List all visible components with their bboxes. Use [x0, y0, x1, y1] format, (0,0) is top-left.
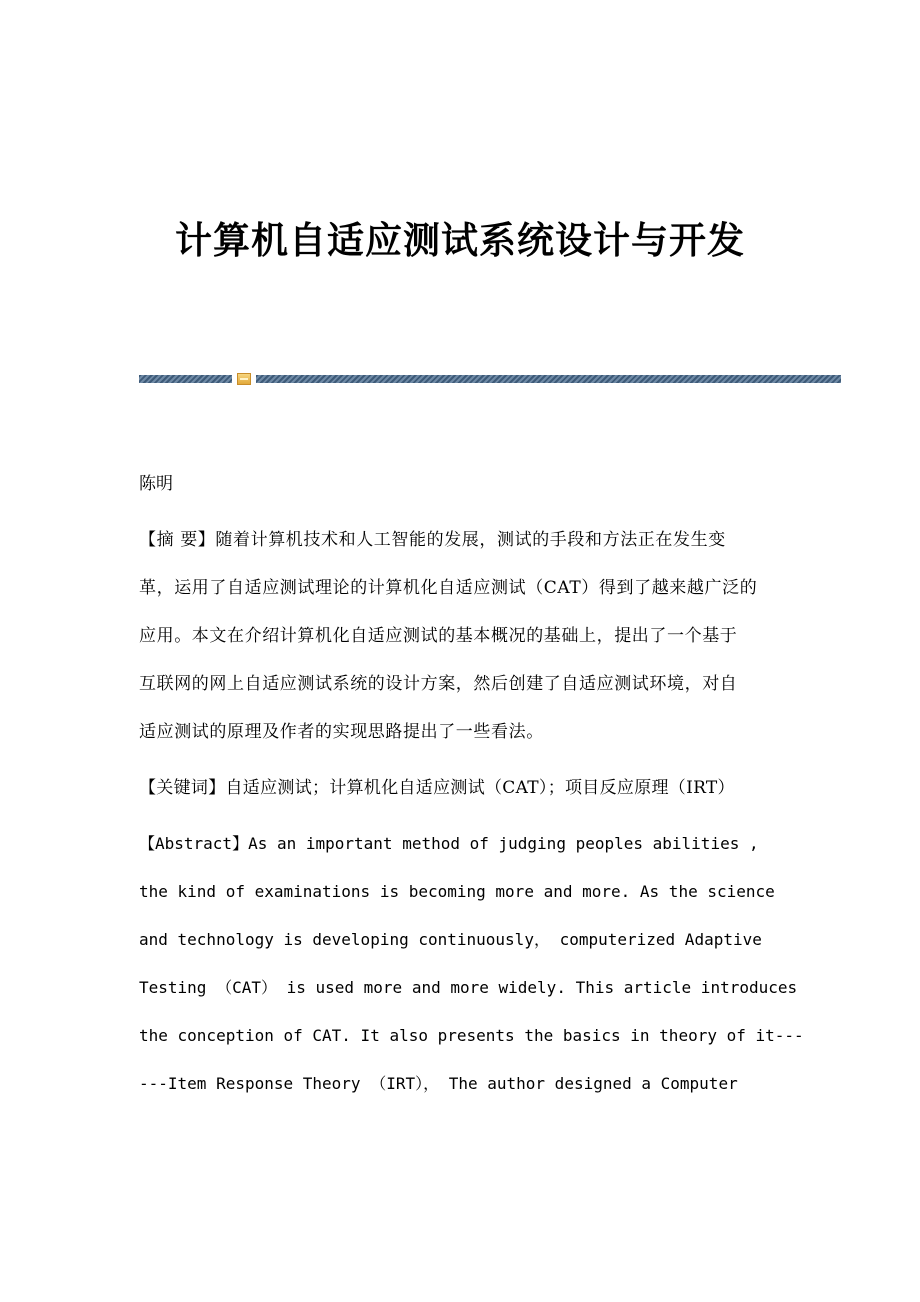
english-abstract	[139, 820, 804, 1108]
divider-bar-left	[139, 375, 232, 383]
abstract-cn-line: 应用。本文在介绍计算机化自适应测试的基本概况的基础上，提出了一个基于	[139, 626, 738, 646]
divider-ornament-icon	[237, 373, 251, 385]
abstract-cn-line: 【摘 要】随着计算机技术和人工智能的发展，测试的手段和方法正在发生变	[139, 530, 726, 550]
chinese-abstract	[139, 516, 789, 756]
title-divider	[139, 373, 841, 385]
keywords: 【关键词】自适应测试；计算机化自适应测试（CAT）；项目反应原理（IRT）	[139, 778, 735, 798]
abstract-en-line: Testing （CAT） is used more and more widely. This article introduces	[139, 978, 798, 997]
abstract-en-line: the conception of CAT. It also presents the basics in theory of it---	[139, 1026, 804, 1045]
document-title: 计算机自适应测试系统设计与开发	[175, 218, 745, 262]
divider-bar-right	[256, 375, 841, 383]
abstract-cn-line: 互联网的网上自适应测试系统的设计方案，然后创建了自适应测试环境，对自	[139, 674, 738, 694]
abstract-en-line: the kind of examinations is becoming more and more. As the science	[139, 882, 775, 901]
abstract-cn-line: 革，运用了自适应测试理论的计算机化自适应测试（CAT）得到了越来越广泛的	[139, 578, 758, 598]
author-name: 陈明	[139, 474, 173, 494]
abstract-en-line: 【Abstract】As an important method of judging peoples abilities ,	[139, 834, 759, 853]
abstract-en-line: and technology is developing continuously， computerized Adaptive	[139, 930, 762, 949]
abstract-cn-line: 适应测试的原理及作者的实现思路提出了一些看法。	[139, 722, 544, 742]
abstract-en-line: ---Item Response Theory （IRT）， The author designed a Computer	[139, 1074, 738, 1093]
